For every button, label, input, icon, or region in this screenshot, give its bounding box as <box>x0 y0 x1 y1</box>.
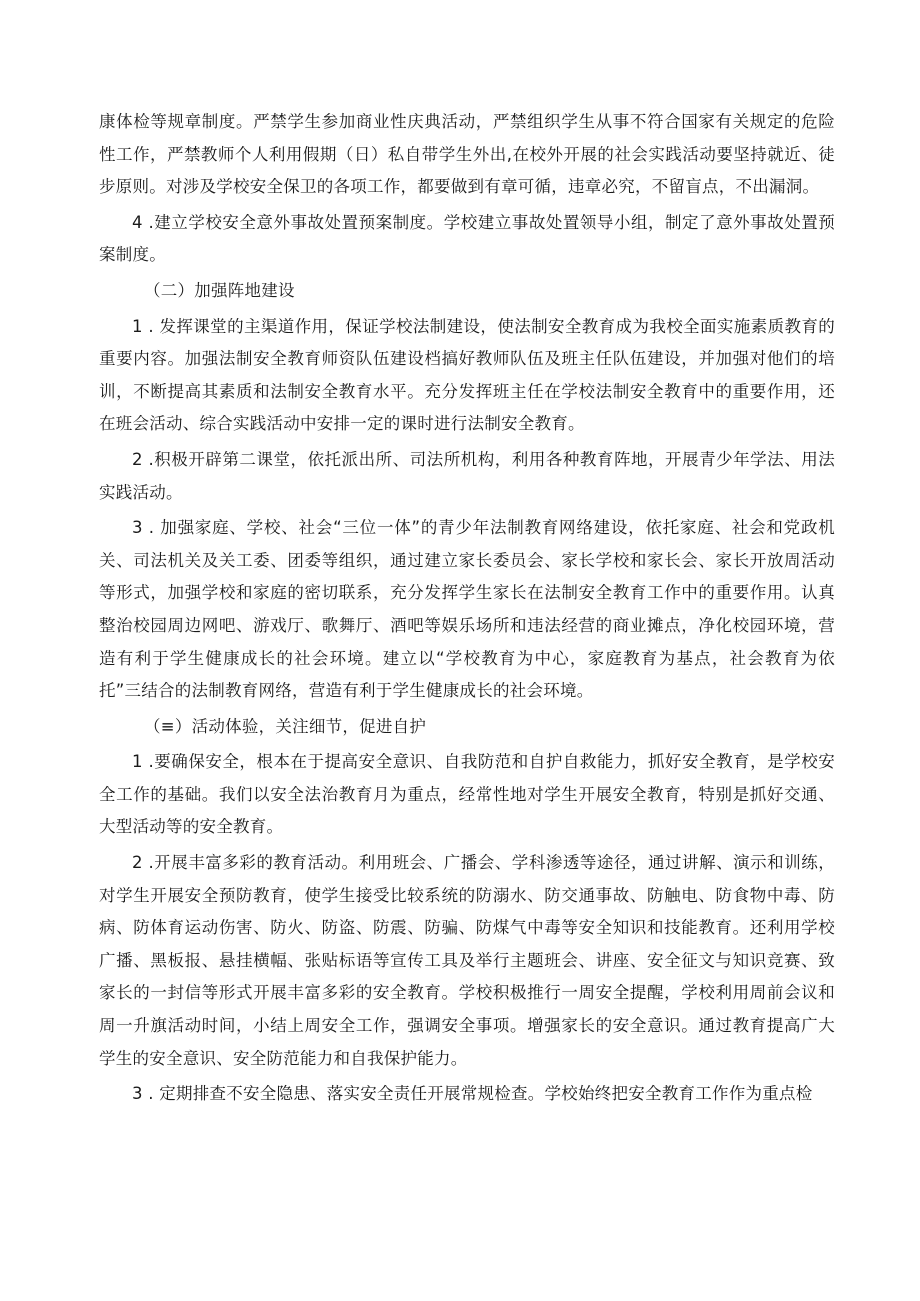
section-heading-2: （二）加强阵地建设 <box>144 280 295 300</box>
paragraph-section-2-item-1: 1 . 发挥课堂的主渠道作用，保证学校法制建设，使法制安全教育成为我校全面实施素质教育的重要内容。加强法制安全教育师资队伍建设档搞好教师队伍及班主任队伍建设，并加强对他们的培训，不断提高其素质和法制安全教育水平。充分发挥班主任在学校法制安全教育中的重要作用，还在班会活动、综合实践活动中安排一定的课时进行法制安全教育。 <box>99 316 835 434</box>
paragraph-rules-continuation: 康体检等规章制度。严禁学生参加商业性庆典活动，严禁组织学生从事不符合国家有关规定的危险性工作，严禁教师个人利用假期（日）私自带学生外出,在校外开展的社会实践活动要坚持就近、徒步原则。对涉及学校安全保卫的各项工作，都要做到有章可循，违章必究，不留盲点，不出漏洞。 <box>99 112 835 197</box>
paragraph-section-3-item-2: 2 .开展丰富多彩的教育活动。利用班会、广播会、学科渗透等途径，通过讲解、演示和训练，对学生开展安全预防教育，使学生接受比较系统的防溺水、防交通事故、防触电、防食物中毒、防病、防体育运动伤害、防火、防盗、防震、防骗、防煤气中毒等安全知识和技能教育。还利用学校广播、黑板报、悬挂横幅、张贴标语等宣传工具及举行主题班会、讲座、安全征文与知识竞赛、致家长的一封信等形式开展丰富多彩的安全教育。学校积极推行一周安全提醒，学校利用周前会议和周一升旗活动时间，小结上周安全工作，强调安全事项。增强家长的安全意识。通过教育提高广大学生的安全意识、安全防范能力和自我保护能力。 <box>99 853 835 1068</box>
paragraph-section-3-item-3: 3 . 定期排查不安全隐患、落实安全责任开展常规检查。学校始终把安全教育工作作为重点检 <box>132 1084 813 1104</box>
paragraph-item-4: 4 .建立学校安全意外事故处置预案制度。学校建立事故处置领导小组，制定了意外事故处置预案制度。 <box>99 212 835 265</box>
paragraph-section-3-item-1: 1 .要确保安全，根本在于提高安全意识、自我防范和自护自救能力，抓好安全教育，是学校安全工作的基础。我们以安全法治教育月为重点，经常性地对学生开展安全教育，特别是抓好交通、大型活动等的安全教育。 <box>99 752 835 837</box>
paragraph-section-2-item-2: 2 .积极开辟第二课堂，依托派出所、司法所机构，利用各种教育阵地，开展青少年学法、用法实践活动。 <box>99 449 835 502</box>
document-body <box>99 106 835 1114</box>
section-heading-3: （≡）活动体验，关注细节，促进自护 <box>144 716 427 736</box>
paragraph-section-2-item-3: 3 . 加强家庭、学校、社会“三位一体”的青少年法制教育网络建设，依托家庭、社会和党政机关、司法机关及关工委、团委等组织，通过建立家长委员会、家长学校和家长会、家长开放周活动等形式，加强学校和家庭的密切联系，充分发挥学生家长在法制安全教育工作中的重要作用。认真整治校园周边网吧、游戏厅、歌舞厅、酒吧等娱乐场所和违法经营的商业摊点，净化校园环境，营造有利于学生健康成长的社会环境。建立以“学校教育为中心，家庭教育为基点，社会教育为依托”三结合的法制教育网络，营造有利于学生健康成长的社会环境。 <box>99 518 835 701</box>
